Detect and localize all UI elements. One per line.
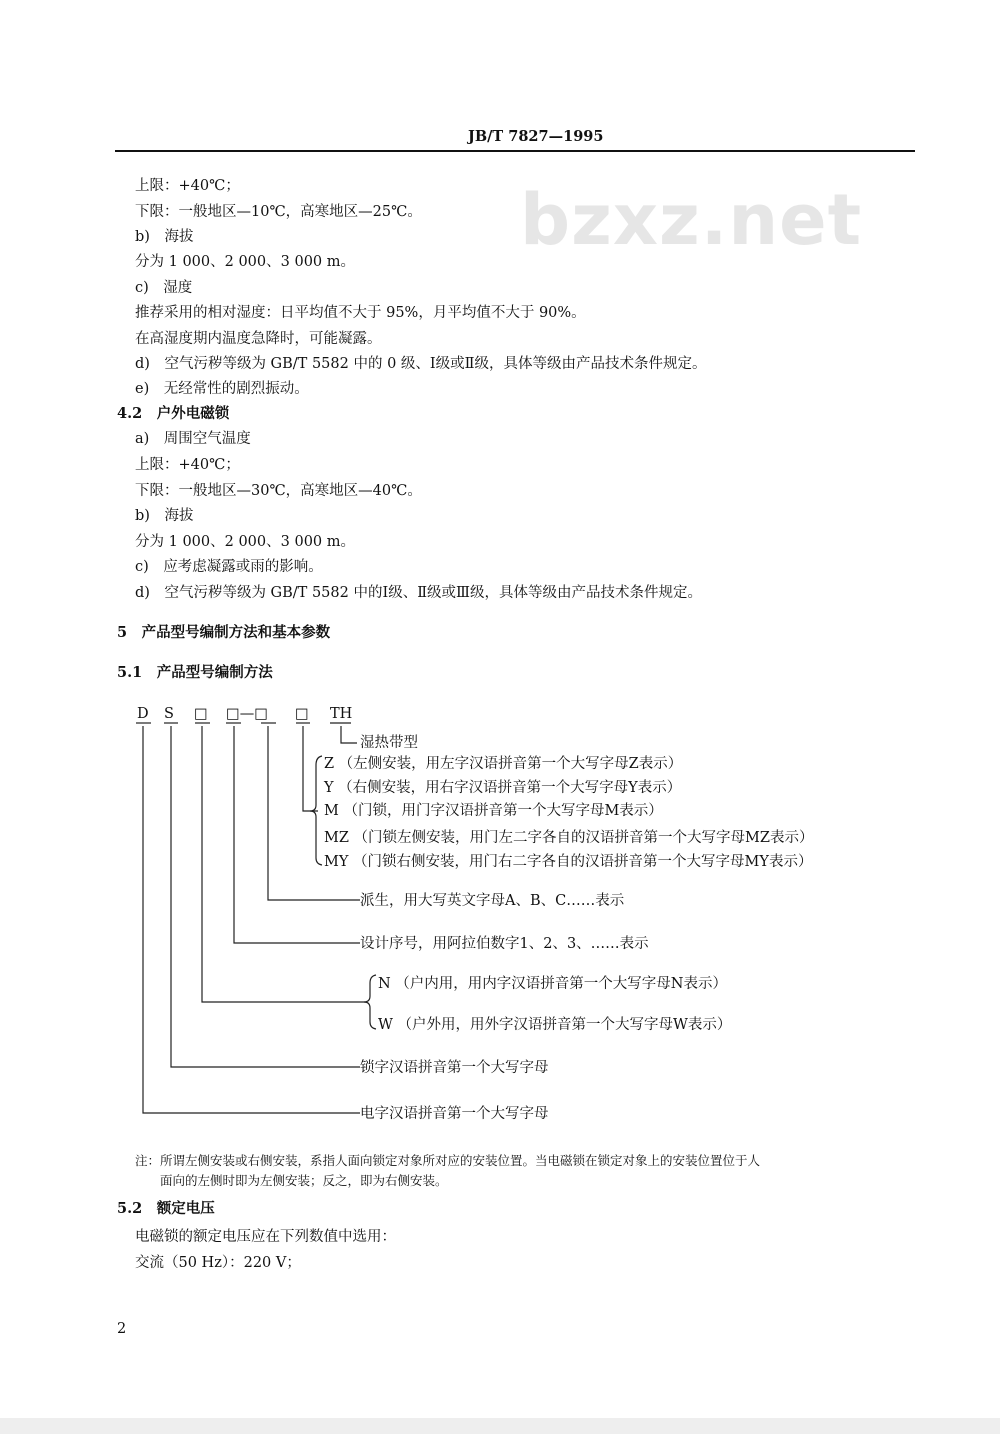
text-line: 交流（50 Hz）：220 V； — [135, 1255, 301, 1271]
text-line: b) 海拔 — [135, 508, 194, 524]
diagram-label: 电字汉语拼音第一个大写字母 — [360, 1106, 549, 1122]
text-line: 上限：+40℃； — [135, 178, 240, 194]
text-line: 推荐采用的相对湿度：日平均值不大于 95%，月平均值不大于 90%。 — [135, 305, 586, 321]
diagram-label: 设计序号，用阿拉伯数字1、2、3、……表示 — [360, 936, 649, 952]
document-header: JB/T 7827—1995 — [468, 128, 604, 145]
text-line: 分为 1 000、2 000、3 000 m。 — [135, 534, 355, 550]
diagram-label: W （户外用，用外字汉语拼音第一个大写字母W表示） — [378, 1017, 732, 1033]
text-line: c) 应考虑凝露或雨的影响。 — [135, 559, 323, 575]
viewer-bottom-strip — [0, 1418, 1000, 1434]
diagram-label: M （门锁，用门字汉语拼音第一个大写字母M表示） — [324, 803, 663, 819]
diagram-label: 派生，用大写英文字母A、B、C……表示 — [360, 893, 625, 909]
code-th: TH — [330, 706, 353, 722]
watermark: bzxz.net — [520, 179, 863, 261]
text-line: 上限：+40℃； — [135, 457, 240, 473]
page-number: 2 — [117, 1321, 127, 1337]
section-heading: 4.2 户外电磁锁 — [117, 405, 230, 422]
text-line: d) 空气污秽等级为 GB/T 5582 中的 0 级、Ⅰ级或Ⅱ级，具体等级由产品技术条件规定。 — [135, 356, 707, 372]
diagram-label: MZ （门锁左侧安装，用门左二字各自的汉语拼音第一个大写字母MZ表示） — [324, 830, 814, 846]
diagram-label: Y （右侧安装，用右字汉语拼音第一个大写字母Y表示） — [324, 780, 682, 796]
text-line: 电磁锁的额定电压应在下列数值中选用： — [135, 1229, 396, 1245]
code-box: □ — [295, 706, 309, 722]
note-line: 注：所谓左侧安装或右侧安装，系指人面向锁定对象所对应的安装位置。当电磁锁在锁定对象上的安装位置位于人 — [135, 1153, 761, 1168]
text-line: a) 周围空气温度 — [135, 431, 251, 447]
section-heading: 5.1 产品型号编制方法 — [117, 664, 273, 681]
text-line: 分为 1 000、2 000、3 000 m。 — [135, 254, 355, 270]
text-line: e) 无经常性的剧烈振动。 — [135, 381, 309, 397]
code-box: □ — [194, 706, 208, 722]
diagram-label: 锁字汉语拼音第一个大写字母 — [360, 1060, 549, 1076]
diagram-label: N （户内用，用内字汉语拼音第一个大写字母N表示） — [378, 976, 727, 992]
note-line: 面向的左侧时即为左侧安装；反之，即为右侧安装。 — [160, 1173, 448, 1188]
text-line: 在高湿度期内温度急降时，可能凝露。 — [135, 331, 382, 347]
diagram-label: 湿热带型 — [360, 735, 418, 751]
diagram-label: Z （左侧安装，用左字汉语拼音第一个大写字母Z表示） — [324, 756, 683, 772]
text-line: b) 海拔 — [135, 229, 194, 245]
text-line: 下限：一般地区—10℃，高寒地区—25℃。 — [135, 204, 422, 220]
diagram-label: MY （门锁右侧安装，用门右二字各自的汉语拼音第一个大写字母MY表示） — [324, 854, 813, 870]
code-s: S — [164, 706, 174, 722]
text-line: 下限：一般地区—30℃，高寒地区—40℃。 — [135, 483, 422, 499]
section-heading: 5.2 额定电压 — [117, 1200, 215, 1217]
text-line: d) 空气污秽等级为 GB/T 5582 中的Ⅰ级、Ⅱ级或Ⅲ级，具体等级由产品技术条件规定。 — [135, 585, 703, 601]
code-box-dash-box: □—□ — [226, 706, 268, 722]
text-line: c) 湿度 — [135, 280, 193, 296]
code-d: D — [137, 706, 149, 722]
section-heading: 5 产品型号编制方法和基本参数 — [117, 624, 331, 641]
